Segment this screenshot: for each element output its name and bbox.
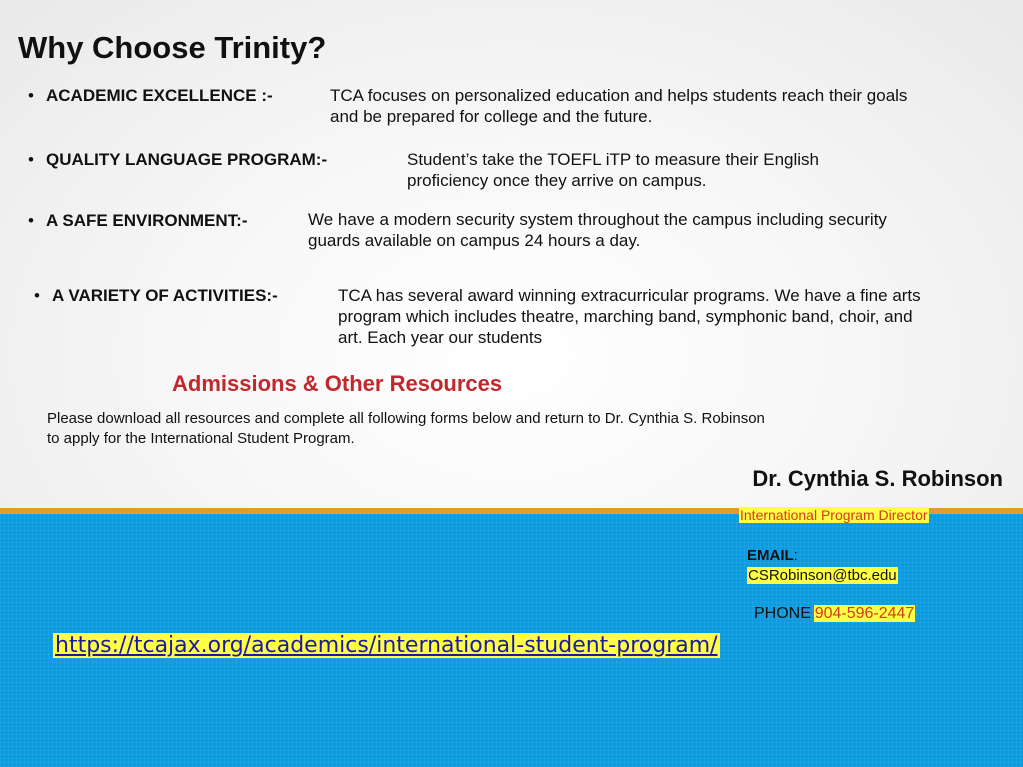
phone-separator: : [810,610,814,621]
email-label-row [747,547,798,564]
bullet-marker: • [34,286,40,305]
phone-label: PHONE [754,605,811,622]
bullet-label: ACADEMIC EXCELLENCE :- [46,86,273,105]
bullet-label: A SAFE ENVIRONMENT:- [46,211,248,230]
bullet-marker: • [28,211,34,230]
bullet-description: TCA has several award winning extracurricular programs. We have a fine arts program which includes theatre, marching band, symphonic band, choir, and art. Each year our students [338,286,921,347]
admissions-intro: Please download all resources and complete all following forms below and return to Dr. Cynthia S. Robinson to apply for the International Student Program. [47,410,765,447]
program-website-link[interactable]: https://tcajax.org/academics/international-student-program/ [55,633,718,658]
bullet-description: TCA focuses on personalized education and helps students reach their goals and be prepared for college and the future. [330,86,908,126]
bullet-label: QUALITY LANGUAGE PROGRAM:- [46,150,328,169]
slide-title: Why Choose Trinity? [18,30,327,65]
bullet-quality-language [28,150,327,170]
bullet-description: We have a modern security system throughout the campus including security guards available on campus 24 hours a day. [308,210,887,250]
bullet-label: A VARIETY OF ACTIVITIES:- [52,286,278,305]
bullet-variety-activities [34,286,278,306]
phone-number[interactable]: 904-596-2447 [814,605,915,622]
email-link[interactable]: CSRobinson@tbc.edu [748,567,897,584]
bullet-academic-excellence [28,86,273,106]
email-label: EMAIL [747,547,794,564]
contact-role: International Program Director [740,507,928,523]
bullet-safe-environment [28,211,248,231]
admissions-heading: Admissions & Other Resources [172,371,503,396]
email-separator: : [793,547,798,564]
phone-row [754,605,915,623]
bullet-description: Student’s take the TOEFL iTP to measure their English proficiency once they arrive on campus. [407,150,820,190]
bullet-marker: • [28,86,34,105]
bullet-marker: • [28,150,34,169]
contact-name: Dr. Cynthia S. Robinson [752,466,1003,491]
